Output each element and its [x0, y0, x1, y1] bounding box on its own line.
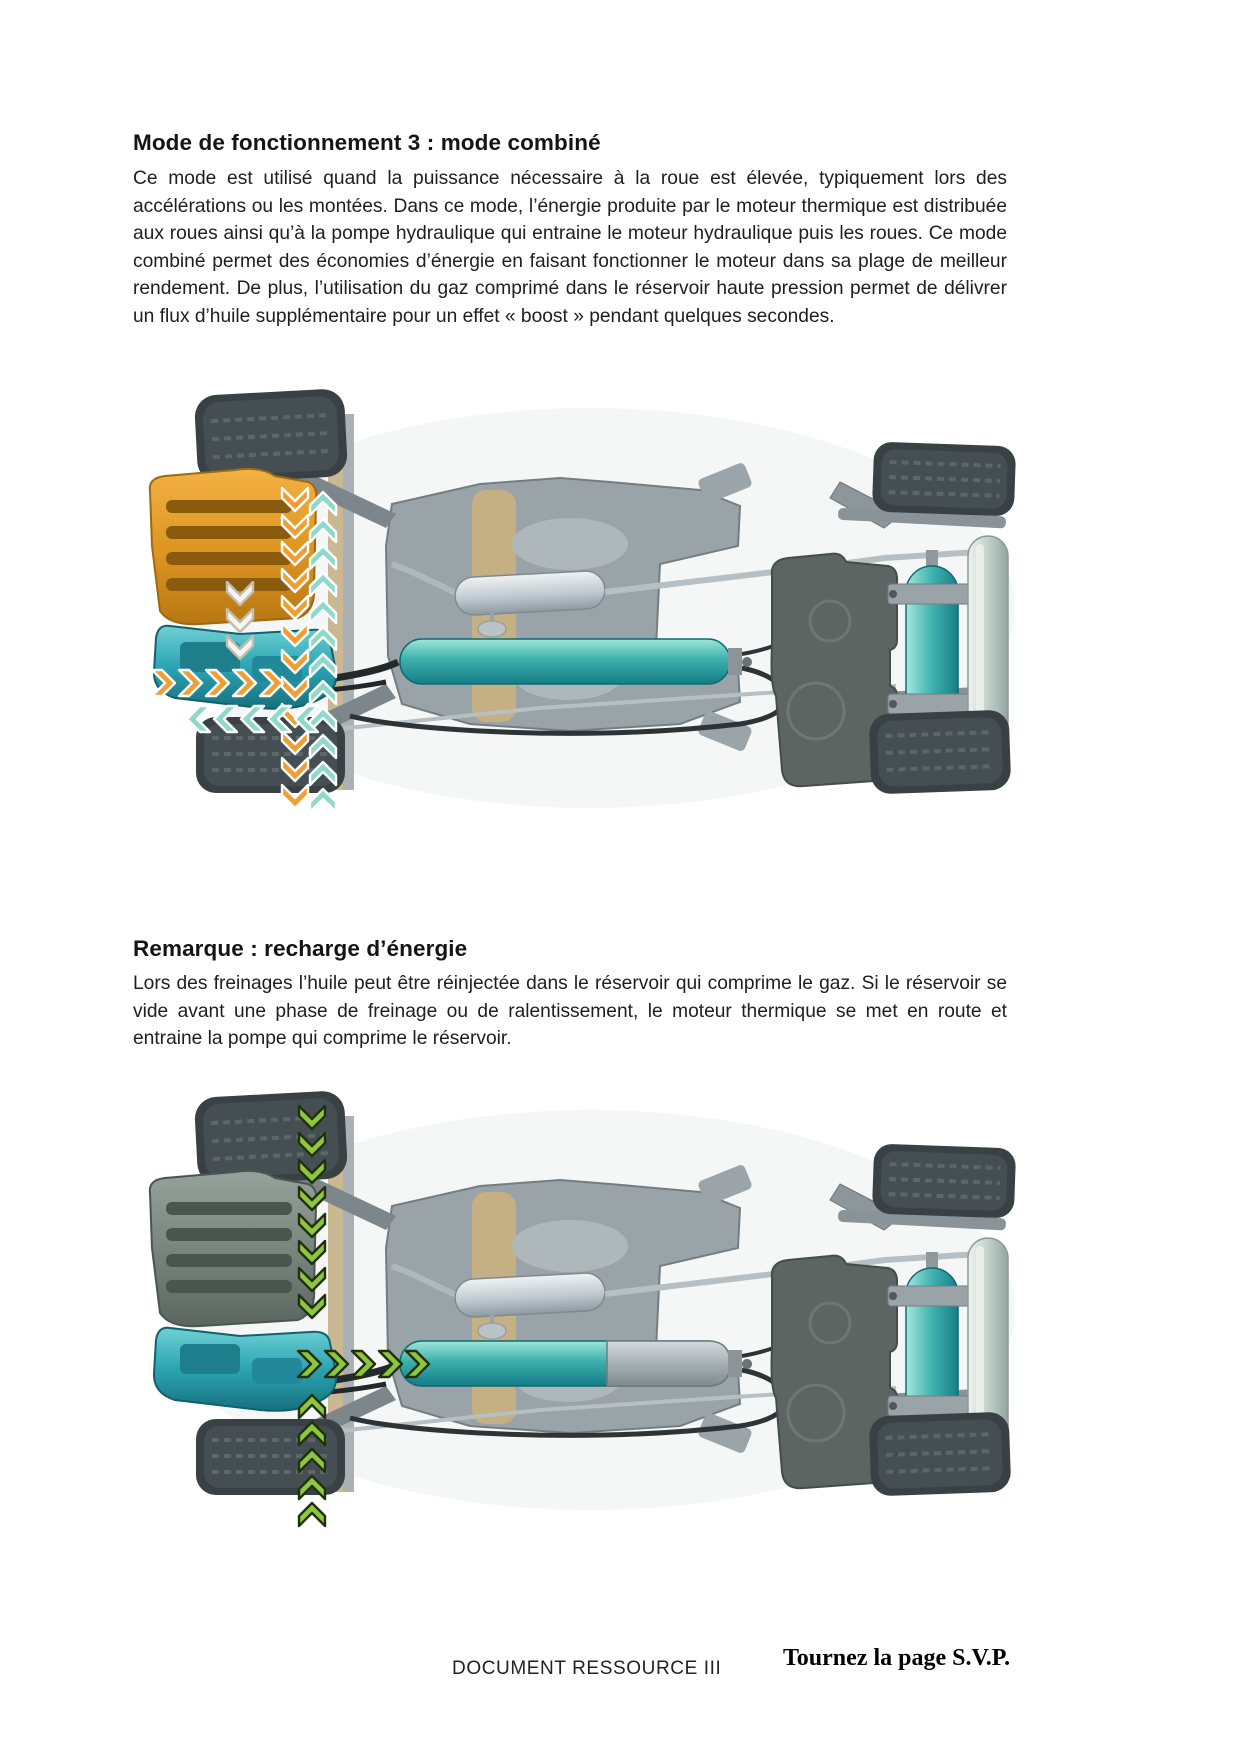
section1-paragraph: Ce mode est utilisé quand la puissance nécessaire à la roue est élevée, typiquement lors des accélérations ou les montées. Dans ce mode, l’énergie produite par le moteur thermique est distribuée aux roues ainsi qu’à la pompe hydraulique qui entraine le moteur hydraulique puis les roues. Ce mode combiné permet des économies d’énergie en faisant fonctionner le moteur dans sa plage de meilleur rendement. De plus, l’utilisation du gaz comprimé dans le réservoir haute pression permet de délivrer un flux d’huile supplémentaire pour un effet « boost » pendant quelques secondes.	[133, 168, 1007, 327]
diagram-energy-recharge	[140, 1088, 1020, 1533]
turn-page-note: Tournez la page S.V.P.	[783, 1645, 1011, 1671]
wheel-energy-up-arrow	[299, 1503, 325, 1526]
thermal-engine-inactive	[150, 1171, 317, 1326]
section1-heading: Mode de fonctionnement 3 : mode combiné	[133, 130, 601, 155]
pump-flow-left-arrow	[187, 706, 210, 732]
diagram-combined-mode	[140, 386, 1020, 831]
document-reference: DOCUMENT RESSOURCE III	[452, 1658, 722, 1679]
section2-paragraph: Lors des freinages l’huile peut être réinjectée dans le réservoir qui comprime le gaz. Si le réservoir se vide avant une phase de freinage ou de ralentissement, le moteur thermique se met en route et entraine la pompe qui comprime le réservoir.	[133, 973, 1007, 1050]
section2-heading: Remarque : recharge d’énergie	[133, 936, 468, 961]
thermal-engine-active	[150, 469, 317, 624]
